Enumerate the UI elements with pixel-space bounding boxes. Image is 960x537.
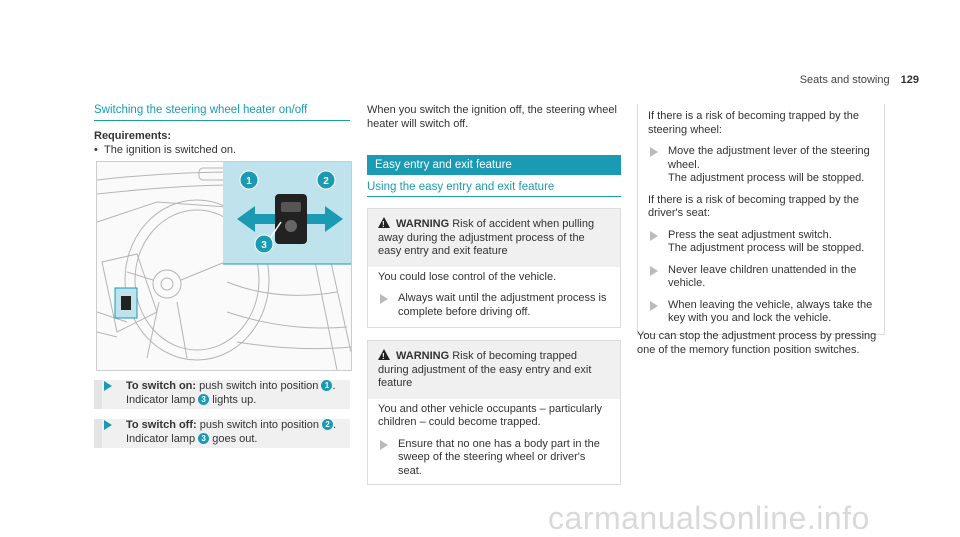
section-banner: Easy entry and exit feature — [367, 155, 621, 175]
step-arrow-icon — [650, 301, 658, 311]
warning-label: WARNING — [396, 218, 450, 230]
svg-text:2: 2 — [323, 176, 329, 187]
watermark: carmanualsonline.info — [548, 500, 870, 536]
section-title: Switching the steering wheel heater on/off — [94, 104, 350, 121]
page-header — [800, 74, 919, 86]
step-arrow-icon — [650, 231, 658, 241]
warning-body: You could lose control of the vehicle. — [378, 270, 557, 283]
requirements-label: Requirements: — [94, 130, 172, 142]
warning-step: Ensure that no one has a body part in the sweep of the steering wheel or driver's seat. — [368, 438, 620, 479]
step-arrow-icon — [380, 440, 388, 450]
col1 — [94, 104, 350, 157]
step-press-switch: Press the seat adjustment switch. The adjustment process will be stopped. — [638, 229, 884, 256]
col1-steps — [94, 380, 350, 448]
step-switch-off: To switch off: push switch into position 2 . Indicator lamp 3 goes out. — [94, 419, 350, 448]
step-arrow-icon — [650, 266, 658, 276]
warning-header — [368, 209, 620, 267]
warning-heading: Risk of becoming trapped during adjustment of the easy entry and exit feature — [378, 350, 592, 389]
col2 — [367, 104, 621, 485]
svg-text:1: 1 — [246, 176, 252, 187]
step-lock-vehicle: When leaving the vehicle, always take the key with you and lock the vehicle. — [638, 299, 884, 326]
section-name: Seats and stowing — [799, 74, 890, 86]
trapped-steering-text: If there is a risk of becoming trapped by the steering wheel: — [648, 110, 859, 136]
callout-3-inline: 3 — [198, 394, 209, 405]
stop-adjustment-text: You can stop the adjustment process by pressing one of the memory function position switches. — [637, 330, 877, 356]
step-arrow-icon — [380, 294, 388, 304]
step-move-lever: Move the adjustment lever of the steering wheel. The adjustment process will be stopped. — [638, 145, 884, 186]
warning-step: Always wait until the adjustment process is complete before driving off. — [368, 292, 620, 319]
warning-header — [368, 341, 620, 399]
warning-icon — [378, 217, 390, 228]
step-arrow-icon — [650, 147, 658, 157]
warning-icon — [378, 349, 390, 360]
subsection-title: Using the easy entry and exit feature — [367, 181, 621, 197]
warning-label: WARNING — [396, 350, 450, 362]
callout-3 — [255, 235, 273, 253]
step-label: To switch off: — [126, 419, 197, 431]
warning-heading: Risk of accident when pulling away during the adjustment process of the easy entry and exit feature — [378, 218, 595, 257]
callout-3-inline: 3 — [198, 433, 209, 444]
steering-wheel-figure — [96, 161, 352, 371]
callout-1 — [240, 171, 258, 189]
step-switch-on: To switch on: push switch into position 1 . Indicator lamp 3 lights up. — [94, 380, 350, 409]
warning-box-2 — [367, 340, 621, 485]
heater-switch — [275, 194, 307, 244]
callout-1-inline: 1 — [321, 380, 332, 391]
step-children: Never leave children unattended in the vehicle. — [638, 264, 884, 291]
svg-text:3: 3 — [261, 240, 267, 251]
step-label: To switch on: — [126, 380, 197, 392]
warning-box-1 — [367, 208, 621, 328]
intro-text: When you switch the ignition off, the steering wheel heater will switch off. — [367, 104, 617, 130]
callout-2 — [317, 171, 335, 189]
page-number: 129 — [900, 74, 919, 86]
callout-2-inline: 2 — [322, 419, 333, 430]
step-arrow-icon — [104, 420, 112, 430]
trapped-seat-text: If there is a risk of becoming trapped by the driver's seat: — [648, 193, 859, 219]
requirement-item: • The ignition is switched on. — [94, 144, 350, 158]
col3-warning-continued — [637, 104, 885, 335]
warning-body: You and other vehicle occupants – particularly children – could become trapped. — [378, 402, 603, 428]
car-interior-illustration — [97, 162, 351, 370]
step-arrow-icon — [104, 381, 112, 391]
